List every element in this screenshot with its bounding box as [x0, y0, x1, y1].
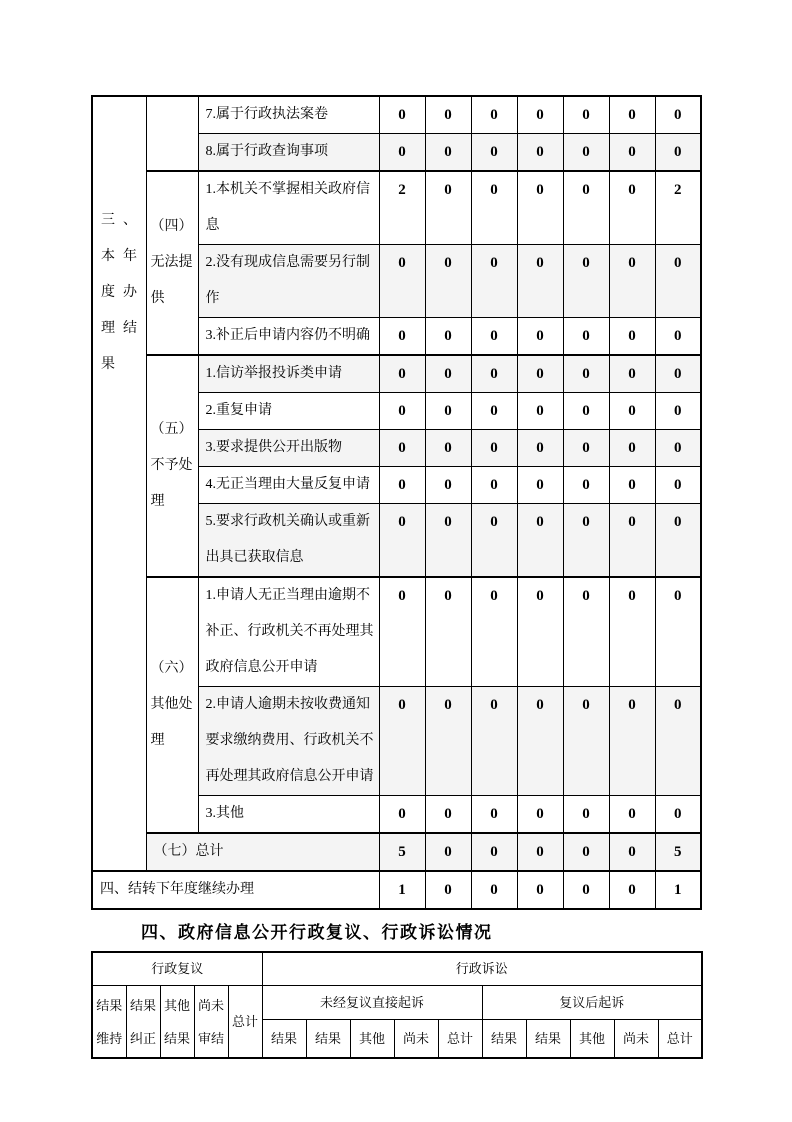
value-cell: 0 [517, 134, 563, 172]
value-cell: 0 [609, 171, 655, 245]
row-label-cell: 3.补正后申请内容仍不明确 [198, 318, 379, 356]
value-cell: 0 [517, 577, 563, 687]
total-row-label-cell: （七）总计 [146, 833, 379, 871]
value-cell: 0 [563, 96, 609, 134]
value-cell: 0 [563, 171, 609, 245]
row-label-cell: 1.本机关不掌握相关政府信息 [198, 171, 379, 245]
value-cell: 0 [655, 504, 701, 578]
value-cell: 0 [609, 871, 655, 909]
table-row [92, 355, 701, 393]
value-cell: 0 [379, 504, 425, 578]
value-cell: 0 [563, 796, 609, 834]
value-cell: 0 [655, 245, 701, 318]
value-cell: 0 [425, 833, 471, 871]
value-cell: 0 [425, 393, 471, 430]
litigation-subcol-header: 尚未 [394, 1020, 438, 1059]
litigation-group-header: 未经复议直接起诉 [262, 986, 482, 1020]
value-cell: 0 [517, 96, 563, 134]
litigation-subcol-header: 结果 [262, 1020, 306, 1059]
value-cell: 0 [517, 318, 563, 356]
value-cell: 0 [655, 393, 701, 430]
section-label-cell: （五）不予处理 [146, 355, 198, 577]
value-cell: 0 [425, 245, 471, 318]
value-cell: 0 [563, 393, 609, 430]
row-label-cell: 1.信访举报投诉类申请 [198, 355, 379, 393]
value-cell: 0 [379, 355, 425, 393]
value-cell: 0 [563, 245, 609, 318]
value-cell: 0 [563, 871, 609, 909]
value-cell: 0 [609, 355, 655, 393]
value-cell: 0 [563, 134, 609, 172]
value-cell: 0 [471, 318, 517, 356]
review-litigation-table [91, 951, 703, 1059]
value-cell: 0 [425, 318, 471, 356]
value-cell: 0 [471, 577, 517, 687]
value-cell: 1 [379, 871, 425, 909]
row-label-cell: 2.申请人逾期未按收费通知要求缴纳费用、行政机关不再处理其政府信息公开申请 [198, 687, 379, 796]
row-group-label-cell: 三、本年度办理结果 [92, 96, 146, 871]
value-cell: 0 [517, 393, 563, 430]
value-cell: 0 [563, 577, 609, 687]
value-cell: 0 [425, 871, 471, 909]
litigation-subcol-header: 总计 [438, 1020, 482, 1059]
value-cell: 0 [609, 577, 655, 687]
value-cell: 0 [425, 171, 471, 245]
litigation-subcol-header: 结果 [306, 1020, 350, 1059]
value-cell: 0 [471, 504, 517, 578]
table-row [92, 952, 702, 986]
table-row [92, 833, 701, 871]
value-cell: 0 [655, 467, 701, 504]
value-cell: 0 [425, 355, 471, 393]
value-cell: 0 [609, 393, 655, 430]
value-cell: 0 [563, 355, 609, 393]
litigation-subcol-header: 其他 [350, 1020, 394, 1059]
row-label-cell: 3.要求提供公开出版物 [198, 430, 379, 467]
value-cell: 0 [425, 577, 471, 687]
value-cell: 0 [563, 318, 609, 356]
row-label-cell: 2.没有现成信息需要另行制作 [198, 245, 379, 318]
litigation-subcol-header: 其他 [570, 1020, 614, 1059]
section-label-cell-empty [146, 96, 198, 171]
section-heading: 四、政府信息公开行政复议、行政诉讼情况 [141, 923, 493, 942]
value-cell: 0 [471, 687, 517, 796]
value-cell: 0 [471, 430, 517, 467]
value-cell: 0 [471, 134, 517, 172]
value-cell: 0 [517, 796, 563, 834]
value-cell: 0 [609, 134, 655, 172]
table-row [92, 171, 701, 245]
value-cell: 0 [517, 833, 563, 871]
table-row [92, 871, 701, 909]
review-total-header: 总计 [228, 986, 262, 1059]
table-row [92, 577, 701, 687]
value-cell: 0 [563, 467, 609, 504]
value-cell: 0 [379, 577, 425, 687]
value-cell: 0 [517, 171, 563, 245]
value-cell: 0 [425, 687, 471, 796]
value-cell: 0 [609, 687, 655, 796]
litigation-group-header: 复议后起诉 [482, 986, 702, 1020]
value-cell: 0 [471, 871, 517, 909]
value-cell: 0 [471, 245, 517, 318]
value-cell: 0 [609, 318, 655, 356]
value-cell: 0 [379, 245, 425, 318]
value-cell: 0 [609, 833, 655, 871]
value-cell: 0 [517, 467, 563, 504]
value-cell: 0 [609, 504, 655, 578]
value-cell: 0 [655, 355, 701, 393]
value-cell: 0 [379, 467, 425, 504]
value-cell: 0 [379, 318, 425, 356]
review-col-header: 结果纠正 [126, 986, 160, 1059]
value-cell: 0 [609, 245, 655, 318]
value-cell: 5 [655, 833, 701, 871]
row-label-cell: 2.重复申请 [198, 393, 379, 430]
value-cell: 0 [563, 430, 609, 467]
litigation-subcol-header: 结果 [482, 1020, 526, 1059]
table-row [92, 96, 701, 134]
value-cell: 0 [655, 318, 701, 356]
value-cell: 0 [655, 796, 701, 834]
table-row [92, 986, 702, 1020]
value-cell: 0 [655, 96, 701, 134]
value-cell: 0 [471, 96, 517, 134]
value-cell: 1 [655, 871, 701, 909]
value-cell: 0 [517, 430, 563, 467]
value-cell: 0 [563, 687, 609, 796]
row-label-cell: 8.属于行政查询事项 [198, 134, 379, 172]
row-label-cell: 1.申请人无正当理由逾期不补正、行政机关不再处理其政府信息公开申请 [198, 577, 379, 687]
value-cell: 0 [517, 871, 563, 909]
section-label-cell: （六）其他处理 [146, 577, 198, 833]
value-cell: 0 [379, 796, 425, 834]
row-label-cell: 4.无正当理由大量反复申请 [198, 467, 379, 504]
value-cell: 0 [379, 393, 425, 430]
litigation-subcol-header: 总计 [658, 1020, 702, 1059]
processing-results-table [91, 95, 702, 910]
review-col-header: 尚未审结 [194, 986, 228, 1059]
value-cell: 0 [471, 171, 517, 245]
review-header-cell: 行政复议 [92, 952, 262, 986]
value-cell: 0 [609, 430, 655, 467]
litigation-subcol-header: 结果 [526, 1020, 570, 1059]
value-cell: 0 [425, 467, 471, 504]
value-cell: 0 [425, 134, 471, 172]
value-cell: 0 [379, 96, 425, 134]
value-cell: 0 [563, 504, 609, 578]
review-col-header: 其他结果 [160, 986, 194, 1059]
row-label-cell: 3.其他 [198, 796, 379, 834]
value-cell: 0 [379, 430, 425, 467]
value-cell: 2 [655, 171, 701, 245]
value-cell: 0 [425, 796, 471, 834]
value-cell: 0 [425, 430, 471, 467]
value-cell: 0 [425, 504, 471, 578]
section-label-cell: （四）无法提供 [146, 171, 198, 355]
value-cell: 0 [609, 467, 655, 504]
litigation-header-cell: 行政诉讼 [262, 952, 702, 986]
value-cell: 0 [517, 504, 563, 578]
value-cell: 0 [471, 467, 517, 504]
value-cell: 0 [517, 355, 563, 393]
value-cell: 0 [655, 577, 701, 687]
value-cell: 0 [425, 96, 471, 134]
value-cell: 0 [655, 687, 701, 796]
litigation-subcol-header: 尚未 [614, 1020, 658, 1059]
value-cell: 0 [471, 833, 517, 871]
value-cell: 0 [609, 96, 655, 134]
row-label-cell: 7.属于行政执法案卷 [198, 96, 379, 134]
value-cell: 0 [471, 355, 517, 393]
value-cell: 0 [517, 687, 563, 796]
value-cell: 0 [379, 687, 425, 796]
value-cell: 0 [563, 833, 609, 871]
value-cell: 0 [655, 134, 701, 172]
carryover-row-label-cell: 四、结转下年度继续办理 [92, 871, 379, 909]
value-cell: 0 [655, 430, 701, 467]
value-cell: 2 [379, 171, 425, 245]
value-cell: 0 [471, 796, 517, 834]
value-cell: 0 [517, 245, 563, 318]
value-cell: 0 [379, 134, 425, 172]
value-cell: 0 [609, 796, 655, 834]
value-cell: 0 [471, 393, 517, 430]
row-label-cell: 5.要求行政机关确认或重新出具已获取信息 [198, 504, 379, 578]
review-col-header: 结果维持 [92, 986, 126, 1059]
value-cell: 5 [379, 833, 425, 871]
